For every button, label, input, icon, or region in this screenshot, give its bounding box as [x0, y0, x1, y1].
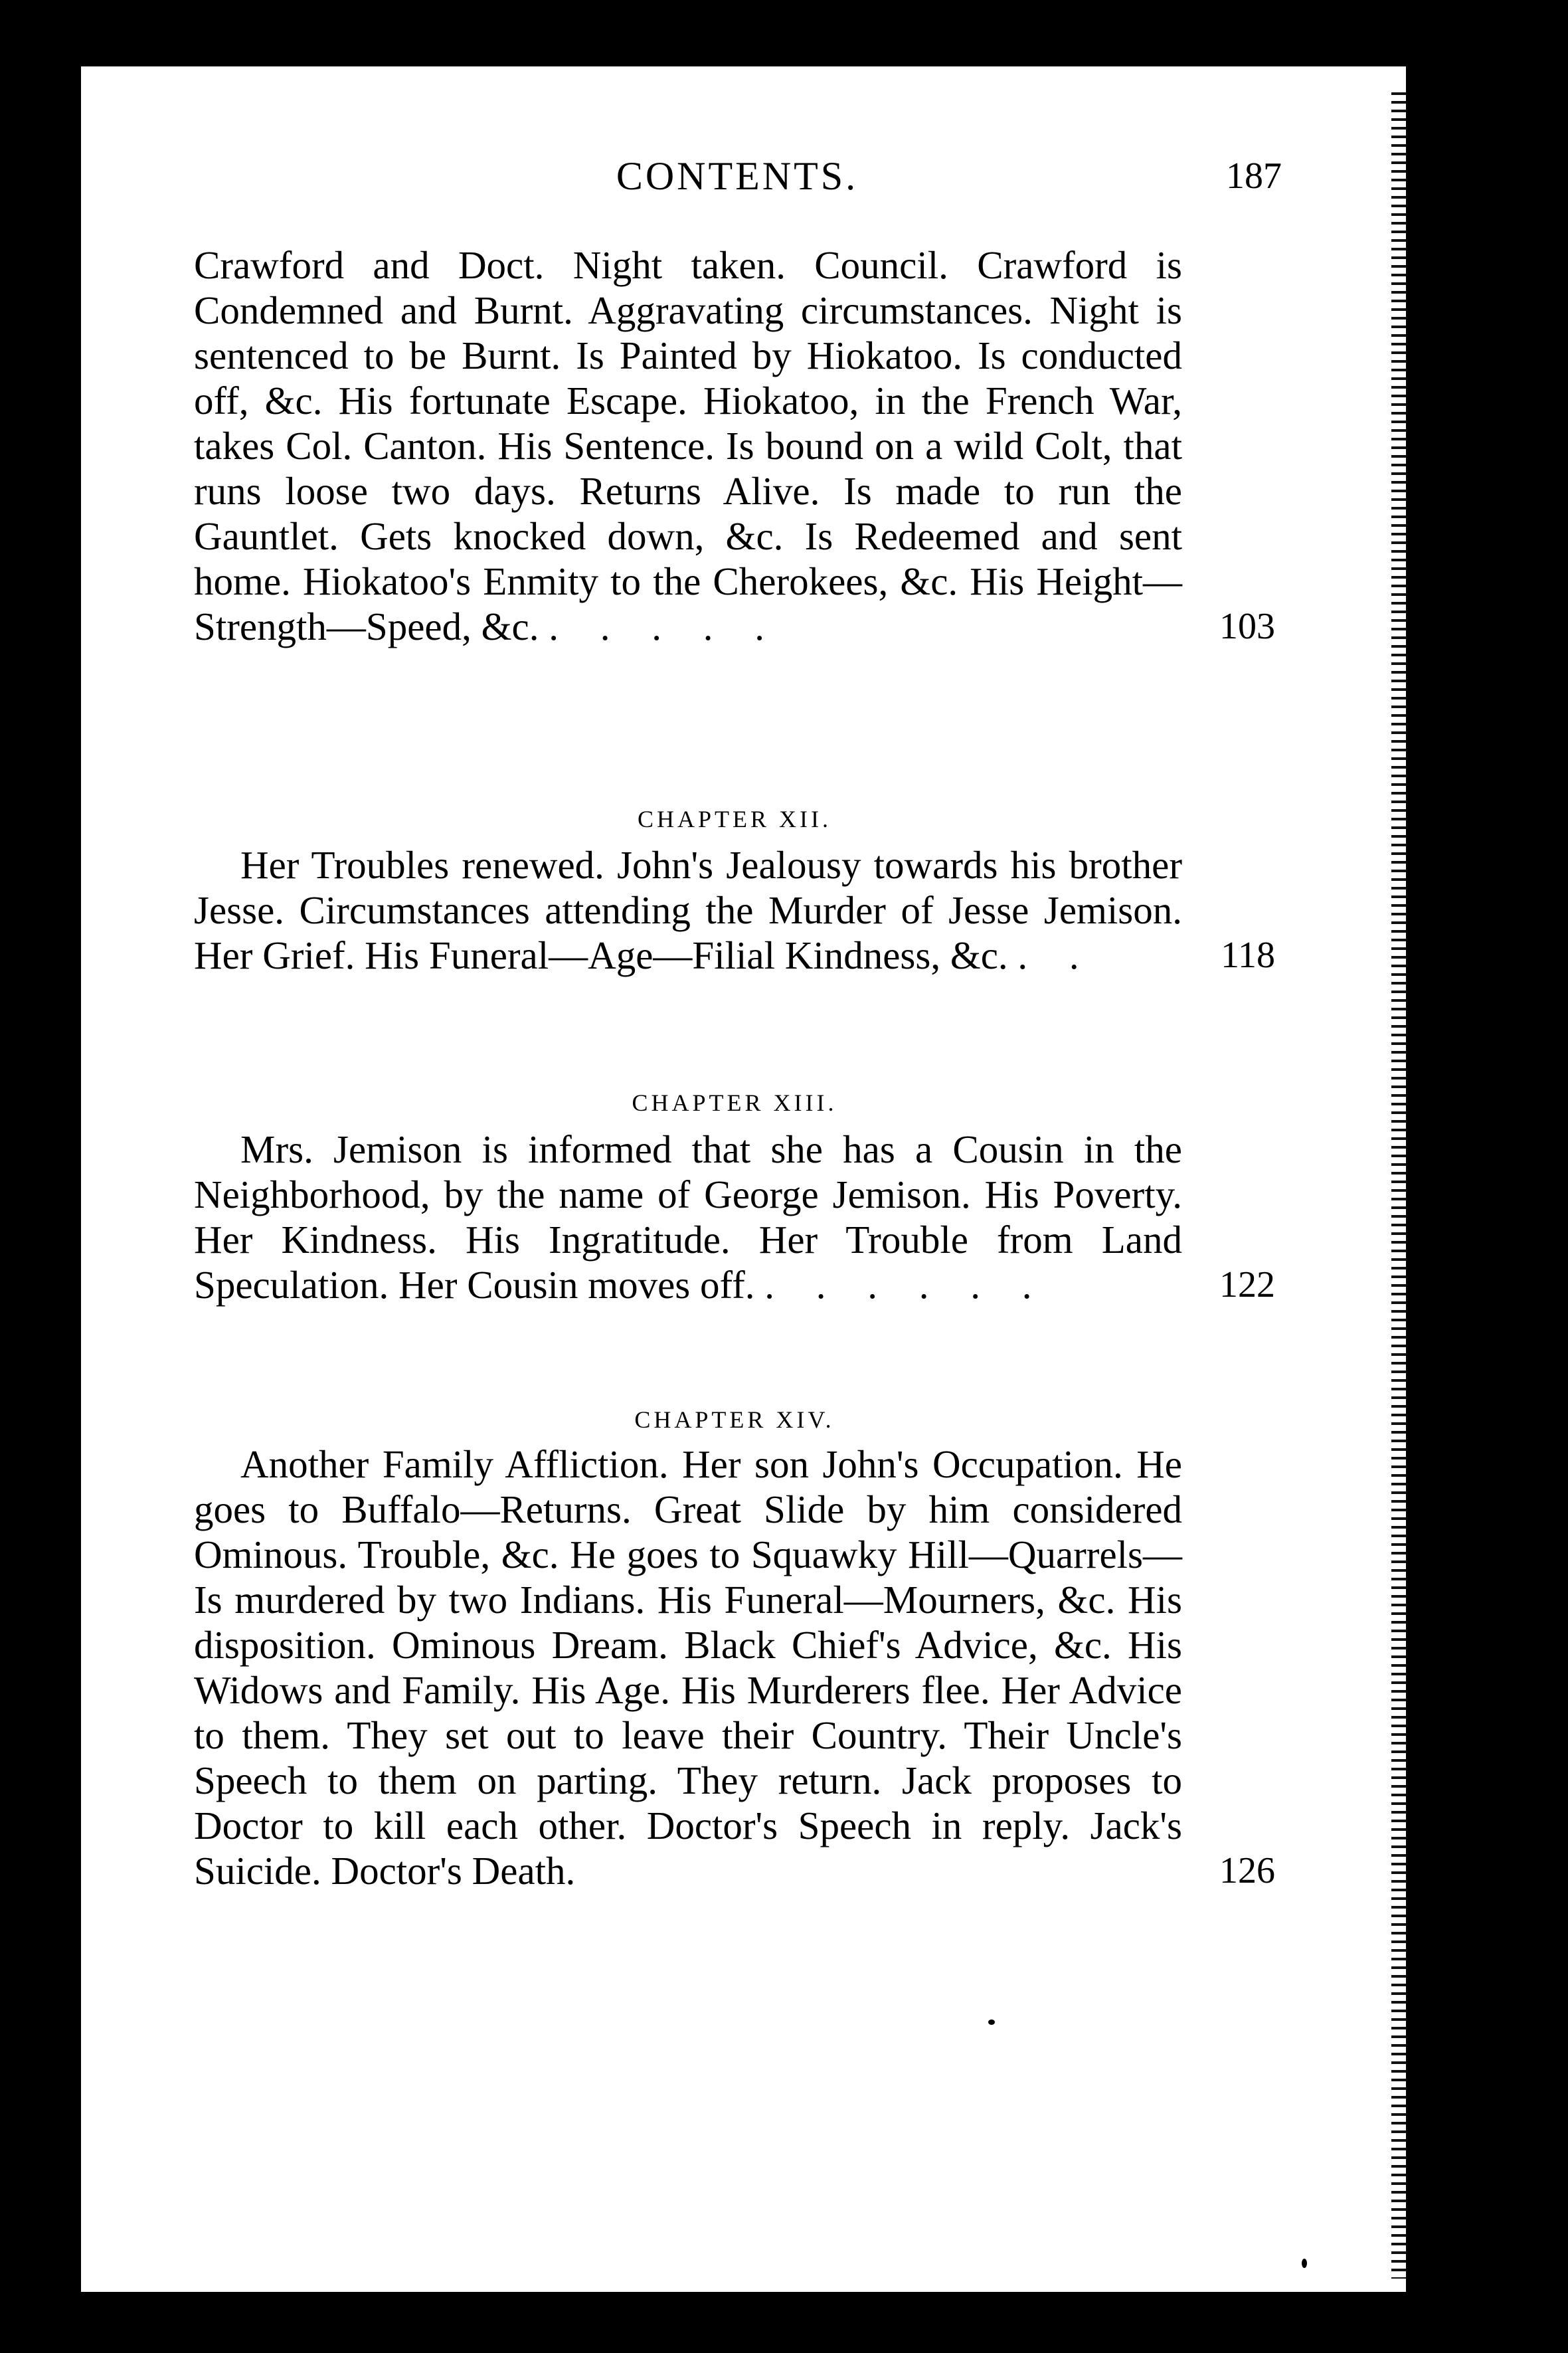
entry-page-number: 122	[1219, 1264, 1275, 1305]
chapter-heading: CHAPTER XIV.	[634, 1406, 835, 1433]
leader-dots: . . . . .	[549, 605, 780, 648]
contents-entry-chapter-xiii	[194, 1127, 1275, 1307]
entry-page-number: 103	[1219, 606, 1275, 647]
contents-entry-chapter-xiv	[194, 1442, 1275, 1893]
leader-dots: . . . . . .	[764, 1263, 1048, 1307]
chapter-heading: CHAPTER XII.	[638, 806, 831, 832]
entry-description: Another Family Affliction. Her son John's Occupation. He goes to Buffalo—Returns. Great Slide by him considered Ominous. Trouble, &c. He goes to Squawky Hill—Quarrels—Is murdered by two Indians. His Funeral—Mourners, &c. His disposition. Ominous Dream. Black Chief's Advice, &c. His Widows and Family. His Age. His Murderers flee. Her Advice to them. They set out to leave their Country. Their Uncle's Speech to them on parting. They return. Jack proposes to Doctor to kill each other. Doctor's Speech in reply. Jack's Suicide. Doctor's Death.	[194, 1442, 1182, 1893]
entry-description: Crawford and Doct. Night taken. Council. Crawford is Condemned and Burnt. Aggravating circumstances. Night is sentenced to be Burnt. Is Painted by Hiokatoo. Is conducted off, &c. His fortunate Escape. Hiokatoo, in the French War, takes Col. Canton. His Sentence. Is bound on a wild Colt, that runs loose two days. Returns Alive. Is made to run the Gauntlet. Gets knocked down, &c. Is Redeemed and sent home. Hiokatoo's Enmity to the Cherokees, &c. His Height—Strength—Speed, &c.	[194, 243, 1182, 648]
chapter-heading: CHAPTER XIII.	[632, 1089, 837, 1116]
running-header	[193, 146, 1282, 206]
leader-dots: . .	[1017, 933, 1095, 977]
scan-speck	[1302, 2259, 1307, 2268]
entry-description: Mrs. Jemison is informed that she has a Cousin in the Neighborhood, by the name of George Jemison. His Poverty. Her Kindness. His Ingratitude. Her Trouble from Land Speculation. Her Cousin moves off.	[194, 1127, 1182, 1307]
page-title: CONTENTS.	[616, 154, 859, 198]
scan-speck	[1502, 822, 1512, 832]
contents-entry-chapter-xi	[194, 242, 1275, 649]
page-number: 187	[1226, 155, 1282, 197]
scan-speck	[988, 2020, 995, 2025]
entry-page-number: 118	[1221, 935, 1275, 976]
page-edge-binding	[1391, 86, 1406, 2279]
entry-page-number: 126	[1219, 1850, 1275, 1891]
entry-description: Her Troubles renewed. John's Jealousy towards his brother Jesse. Circumstances attending the Murder of Jesse Jemison. Her Grief. His Funeral—Age—Filial Kindness, &c.	[194, 843, 1182, 977]
contents-entry-chapter-xii	[194, 842, 1275, 978]
